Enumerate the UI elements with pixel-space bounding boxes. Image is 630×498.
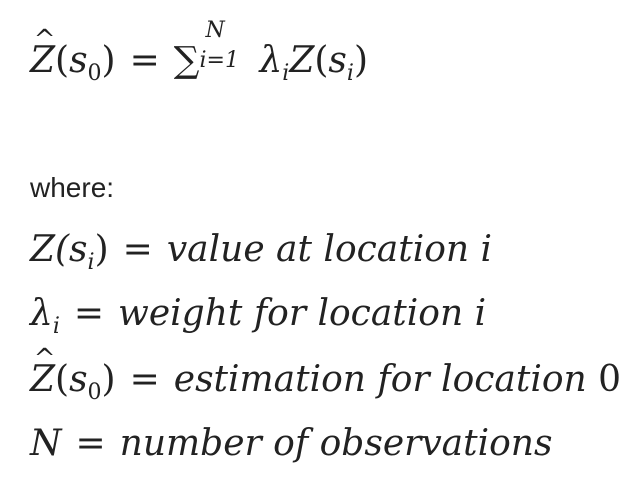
lambda-symbol: λ xyxy=(259,40,283,81)
sum-upper-limit: N xyxy=(205,18,225,43)
sum-lower-limit: i=1 xyxy=(199,48,239,73)
s-subscript: 0 xyxy=(87,61,102,86)
z-symbol: Z xyxy=(289,40,315,81)
where-label: where: xyxy=(30,172,115,203)
z-hat-symbol: ^ Z xyxy=(30,43,55,79)
definition-count: N = number of observations xyxy=(30,423,553,464)
main-formula: ^ $Z(s_0)$ = ∑ N i=1 $\lambda_iZ(s_i)$ xyxy=(30,36,368,79)
definition-weight: $\lambda_i$ = weight for location i xyxy=(30,293,487,339)
sum-limits xyxy=(199,18,259,73)
definition-estimation: ^ $Z(s_0)$ = estimation for location 0 xyxy=(30,362,621,398)
definition-text: number of observations xyxy=(119,423,553,464)
definition-text: value at location i xyxy=(166,229,493,270)
s-symbol-rhs: s xyxy=(328,40,347,81)
lambda-subscript: i xyxy=(282,61,290,86)
s-subscript-rhs: i xyxy=(346,61,354,86)
sum-symbol: ∑ xyxy=(173,40,200,81)
equals-sign: = xyxy=(129,40,160,81)
definition-value: $Z(s_i)$ = value at location i xyxy=(30,229,493,275)
definition-text: estimation for location xyxy=(173,359,587,400)
definition-text: weight for location i xyxy=(118,293,487,334)
s-symbol: s xyxy=(69,40,88,81)
